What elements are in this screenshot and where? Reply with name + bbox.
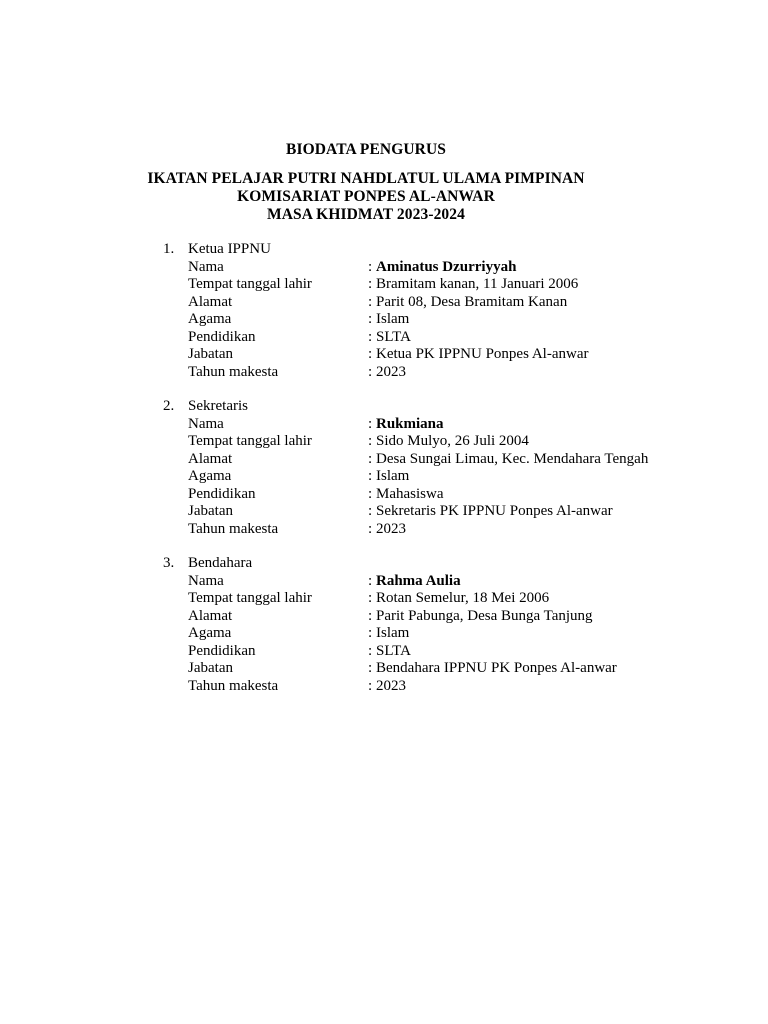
field-separator: : — [368, 607, 373, 624]
member-section-bendahara — [163, 555, 723, 695]
section-number: 2. — [163, 398, 175, 414]
subtitle-line-3: MASA KHIDMAT 2023-2024 — [267, 206, 465, 223]
field-row-nama — [163, 573, 723, 591]
field-label: Agama — [188, 625, 232, 641]
field-row-jabatan — [163, 346, 723, 364]
field-value-jabatan: Ketua PK IPPNU Ponpes Al-anwar — [376, 346, 589, 362]
field-separator: : — [368, 276, 373, 292]
field-value-tahun: 2023 — [376, 520, 406, 537]
field-label: Nama — [188, 572, 224, 589]
field-label: Alamat — [188, 450, 233, 467]
field-separator: : — [368, 485, 373, 502]
section-number: 1. — [163, 241, 175, 257]
member-section-ketua — [163, 241, 723, 381]
field-value-pendidikan: SLTA — [376, 642, 411, 659]
field-label: Tempat tanggal lahir — [188, 433, 312, 449]
subtitle-line-1: IKATAN PELAJAR PUTRI NAHDLATUL ULAMA PIMPINAN — [147, 170, 585, 187]
field-label: Nama — [188, 415, 224, 432]
field-row-ttl — [163, 433, 723, 451]
field-value-alamat: Parit Pabunga, Desa Bunga Tanjung — [376, 607, 593, 624]
field-row-agama — [163, 625, 723, 643]
field-separator: : — [368, 642, 373, 659]
field-label: Tahun makesta — [188, 677, 279, 694]
field-value-tahun: 2023 — [376, 677, 406, 694]
field-row-tahun — [163, 364, 723, 382]
field-separator: : — [368, 520, 373, 537]
section-role: Bendahara — [188, 555, 253, 571]
field-separator: : — [368, 258, 373, 275]
field-row-pendidikan — [163, 486, 723, 504]
field-separator: : — [368, 450, 373, 467]
field-label: Agama — [188, 311, 232, 327]
page-title: BIODATA PENGURUS — [286, 141, 446, 158]
field-label: Alamat — [188, 293, 233, 310]
field-row-jabatan — [163, 503, 723, 521]
field-row-alamat — [163, 608, 723, 626]
field-separator: : — [368, 415, 373, 432]
field-separator: : — [368, 625, 373, 641]
field-label: Agama — [188, 468, 232, 484]
field-separator: : — [368, 590, 373, 606]
field-separator: : — [368, 346, 373, 362]
field-separator: : — [368, 293, 373, 310]
field-label: Tempat tanggal lahir — [188, 590, 312, 606]
field-separator: : — [368, 660, 373, 676]
field-value-alamat: Parit 08, Desa Bramitam Kanan — [376, 293, 568, 310]
field-row-nama — [163, 259, 723, 277]
field-label: Alamat — [188, 607, 233, 624]
field-value-pendidikan: Mahasiswa — [376, 485, 444, 502]
field-label: Tempat tanggal lahir — [188, 276, 312, 292]
field-value-agama: Islam — [376, 311, 410, 327]
field-value-pendidikan: SLTA — [376, 328, 411, 345]
field-row-agama — [163, 468, 723, 486]
field-row-tahun — [163, 678, 723, 696]
section-heading — [163, 555, 723, 573]
subtitle-line-2: KOMISARIAT PONPES AL-ANWAR — [237, 188, 495, 205]
field-separator: : — [368, 311, 373, 327]
field-label: Nama — [188, 258, 224, 275]
field-value-ttl: Sido Mulyo, 26 Juli 2004 — [376, 433, 529, 449]
field-label: Pendidikan — [188, 485, 256, 502]
field-value-ttl: Rotan Semelur, 18 Mei 2006 — [376, 590, 550, 606]
field-label: Jabatan — [188, 503, 233, 519]
field-separator: : — [368, 677, 373, 694]
field-value-nama: Aminatus Dzurriyyah — [376, 258, 517, 275]
field-row-alamat — [163, 451, 723, 469]
field-separator: : — [368, 328, 373, 345]
member-section-sekretaris — [163, 398, 723, 538]
field-row-jabatan — [163, 660, 723, 678]
field-value-jabatan: Sekretaris PK IPPNU Ponpes Al-anwar — [376, 503, 613, 519]
field-separator: : — [368, 363, 373, 380]
field-label: Jabatan — [188, 660, 233, 676]
field-separator: : — [368, 468, 373, 484]
field-row-pendidikan — [163, 643, 723, 661]
section-heading — [163, 241, 723, 259]
field-separator: : — [368, 433, 373, 449]
field-label: Jabatan — [188, 346, 233, 362]
section-number: 3. — [163, 555, 175, 571]
field-label: Tahun makesta — [188, 363, 279, 380]
field-row-ttl — [163, 590, 723, 608]
field-row-alamat — [163, 294, 723, 312]
field-row-ttl — [163, 276, 723, 294]
field-row-agama — [163, 311, 723, 329]
section-role: Sekretaris — [188, 398, 248, 414]
field-row-tahun — [163, 521, 723, 539]
field-value-jabatan: Bendahara IPPNU PK Ponpes Al-anwar — [376, 660, 617, 676]
field-label: Pendidikan — [188, 642, 256, 659]
field-row-nama — [163, 416, 723, 434]
field-value-alamat: Desa Sungai Limau, Kec. Mendahara Tengah — [376, 450, 649, 467]
field-value-nama: Rukmiana — [376, 415, 444, 432]
field-label: Tahun makesta — [188, 520, 279, 537]
field-value-agama: Islam — [376, 625, 410, 641]
field-label: Pendidikan — [188, 328, 256, 345]
section-heading — [163, 398, 723, 416]
field-value-ttl: Bramitam kanan, 11 Januari 2006 — [376, 276, 579, 292]
field-separator: : — [368, 503, 373, 519]
field-value-nama: Rahma Aulia — [376, 572, 461, 589]
field-row-pendidikan — [163, 329, 723, 347]
field-value-tahun: 2023 — [376, 363, 406, 380]
field-separator: : — [368, 572, 373, 589]
section-role: Ketua IPPNU — [188, 241, 271, 257]
field-value-agama: Islam — [376, 468, 410, 484]
